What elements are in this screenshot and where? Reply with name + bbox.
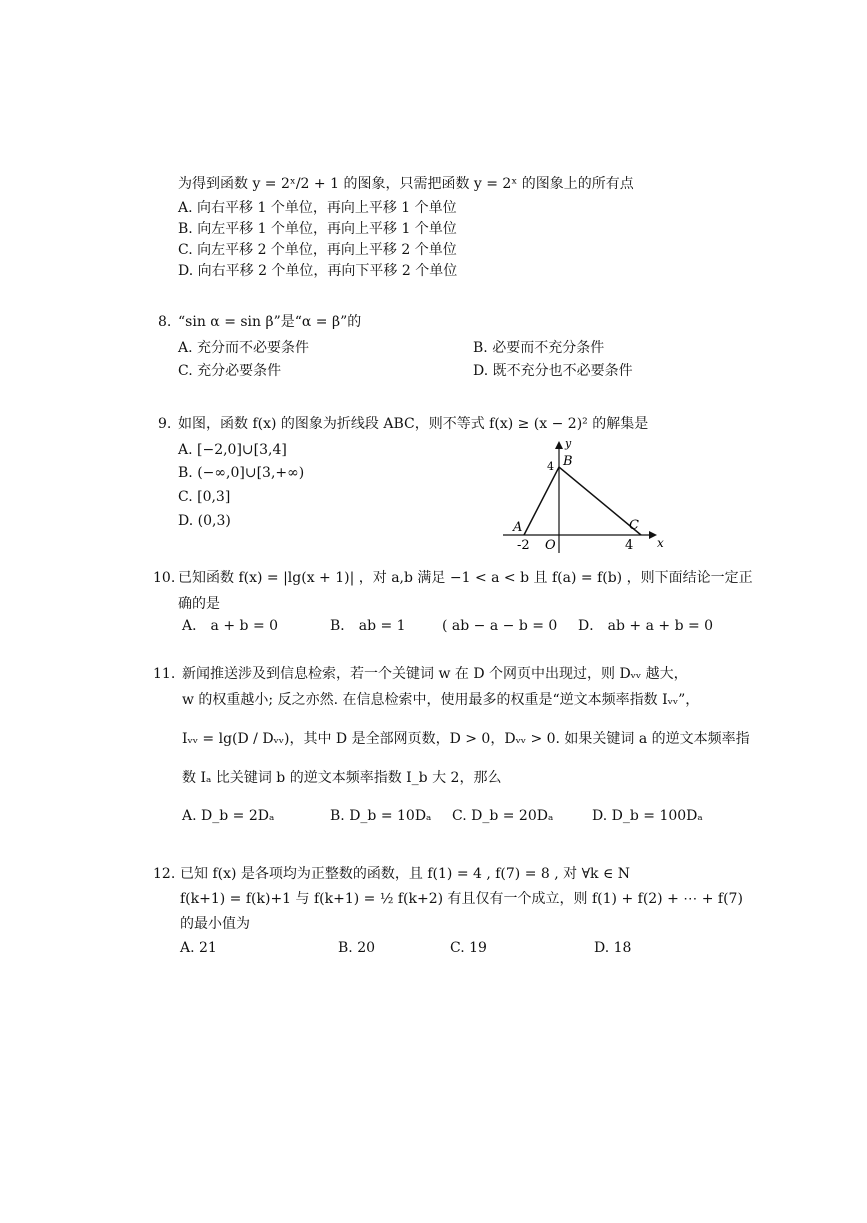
tick-y4: 4 — [547, 460, 554, 473]
q12-number: 12. — [153, 866, 176, 882]
q8-option-a: A. 充分而不必要条件 — [178, 340, 310, 356]
q7-stem: 为得到函数 y = 2ˣ/2 + 1 的图象，只需把函数 y = 2ˣ 的图象上的所有点 — [178, 176, 634, 192]
q11-option-a: A. D_b = 2Dₐ — [182, 808, 275, 824]
q10-option-b: B． ab = 1 — [330, 618, 406, 634]
q10-number: 10. — [153, 570, 176, 586]
q11-option-b: B. D_b = 10Dₐ — [330, 808, 432, 824]
q11-number: 11. — [153, 666, 176, 682]
q11-line2: w 的权重越小; 反之亦然. 在信息检索中，使用最多的权重是“逆文本频率指数 Iᵥᵥ”， — [182, 692, 700, 708]
label-origin: O — [545, 538, 556, 553]
label-x-axis: x — [657, 536, 664, 550]
q12-option-c: C. 19 — [450, 940, 487, 956]
q10-stem-line2: 确的是 — [178, 596, 220, 612]
q9-option-c: C. [0,3] — [178, 489, 231, 505]
q7-option-c: C. 向左平移 2 个单位，再向上平移 2 个单位 — [178, 242, 457, 258]
label-a: A — [513, 520, 523, 535]
q11-line3: Iᵥᵥ = lg(D / Dᵥᵥ)，其中 D 是全部网页数，D > 0，Dᵥᵥ > 0. 如果关键词 a 的逆文本频率指 — [182, 731, 750, 747]
q9-number: 9. — [158, 416, 172, 432]
q7-option-a: A. 向右平移 1 个单位，再向上平移 1 个单位 — [178, 200, 457, 216]
q9-option-d: D. (0,3) — [178, 513, 231, 529]
q10-option-c: ( ab − a − b = 0 — [442, 618, 558, 634]
q8-option-c: C. 充分必要条件 — [178, 363, 282, 379]
q8-option-d: D. 既不充分也不必要条件 — [473, 363, 633, 379]
q10-option-a: A． a + b = 0 — [182, 618, 279, 634]
q11-option-d: D. D_b = 100Dₐ — [592, 808, 703, 824]
q9-figure — [495, 435, 695, 560]
tick-neg2: -2 — [517, 538, 530, 553]
q8-option-b: B. 必要而不充分条件 — [473, 340, 605, 356]
q10-stem-line1: 已知函数 f(x) = |lg(x + 1)| ，对 a,b 满足 −1 < a < b 且 f(a) = f(b) ，则下面结论一定正 — [178, 570, 753, 586]
q12-line1: 已知 f(x) 是各项均为正整数的函数，且 f(1) = 4 , f(7) = 8 , 对 ∀k ∈ N — [180, 866, 631, 882]
q11-line1: 新闻推送涉及到信息检索，若一个关键词 w 在 D 个网页中出现过，则 Dᵥᵥ 越大， — [182, 666, 688, 682]
q11-line4: 数 Iₐ 比关键词 b 的逆文本频率指数 I_b 大 2，那么 — [182, 770, 502, 786]
q12-option-a: A. 21 — [180, 940, 217, 956]
q9-option-b: B. (−∞,0]∪[3,+∞) — [178, 465, 305, 481]
q11-option-c: C. D_b = 20Dₐ — [452, 808, 554, 824]
y-axis-arrow — [555, 441, 563, 449]
graph-polyline-abc — [524, 467, 641, 535]
label-b: B — [563, 454, 573, 469]
q8-number: 8. — [158, 314, 172, 330]
label-c: C — [629, 518, 639, 533]
q9-option-a: A. [−2,0]∪[3,4] — [178, 442, 287, 458]
label-y-axis: y — [565, 437, 572, 450]
tick-4: 4 — [625, 538, 634, 553]
q10-option-d: D． ab + a + b = 0 — [578, 618, 714, 634]
q12-line3: 的最小值为 — [180, 916, 250, 932]
q12-option-d: D. 18 — [594, 940, 632, 956]
q8-stem: “sin α = sin β”是“α = β”的 — [178, 314, 362, 330]
q7-option-b: B. 向左平移 1 个单位，再向上平移 1 个单位 — [178, 221, 457, 237]
x-axis-arrow — [649, 531, 657, 539]
q12-line2: f(k+1) = f(k)+1 与 f(k+1) = ½ f(k+2) 有且仅有一个成立，则 f(1) + f(2) + ⋯ + f(7) — [180, 891, 743, 907]
q7-option-d: D. 向右平移 2 个单位，再向下平移 2 个单位 — [178, 263, 458, 279]
q9-stem: 如图，函数 f(x) 的图象为折线段 ABC，则不等式 f(x) ≥ (x − 2)² 的解集是 — [178, 416, 649, 432]
q12-option-b: B. 20 — [338, 940, 376, 956]
